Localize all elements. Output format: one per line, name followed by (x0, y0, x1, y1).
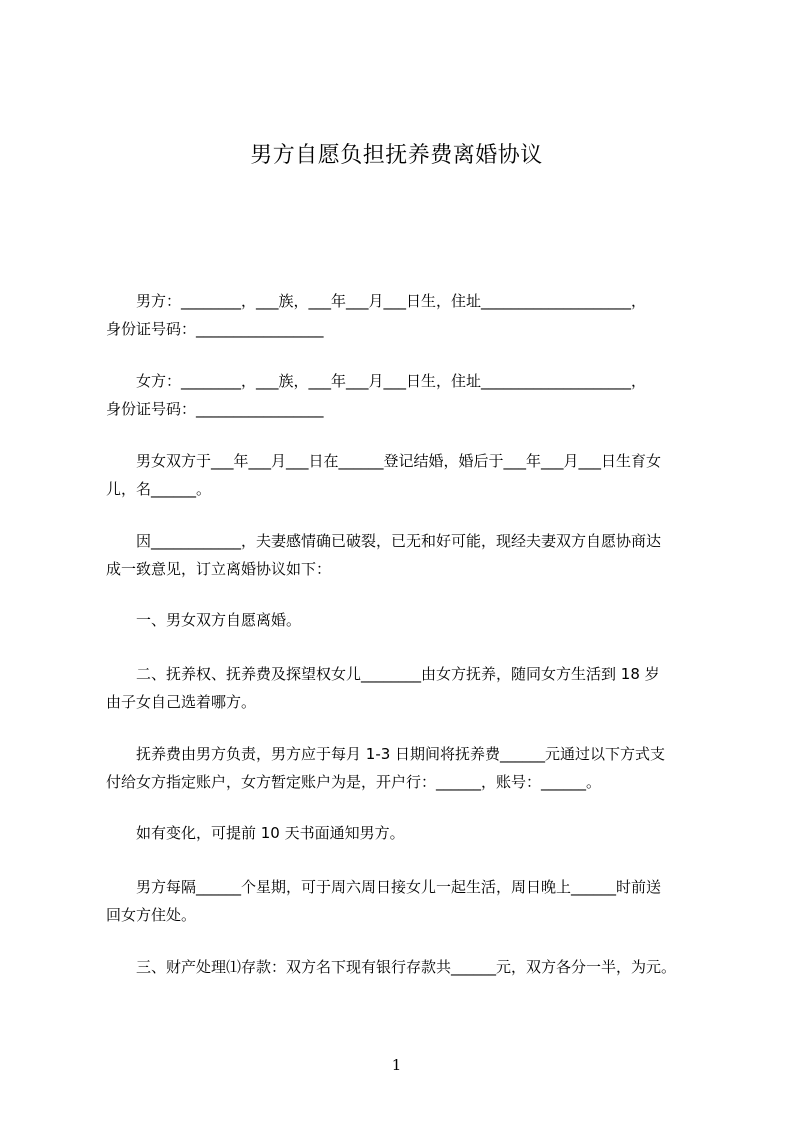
paragraph-line: 抚养费由男方负责，男方应于每月 1-3 日期间将抚养费______元通过以下方式支 (136, 745, 666, 763)
paragraph-line: 男方：________，___族，___年___月___日生，住址____________________， (136, 292, 647, 310)
paragraph-child-support (106, 740, 706, 796)
paragraph-line: 身份证号码：_________________ (106, 400, 324, 418)
clause-1 (106, 606, 706, 634)
paragraph-line: 二、抚养权、抚养费及探望权女儿________由女方抚养，随同女方生活到 18 岁 (136, 665, 660, 683)
paragraph-wife-info (106, 367, 706, 423)
paragraph-visitation (106, 873, 706, 929)
paragraph-change-notice (106, 819, 706, 847)
paragraph-line: 三、财产处理⑴存款：双方名下现有银行存款共______元，双方各分一半，为元。 (136, 958, 677, 976)
clause-2-custody (106, 660, 706, 716)
paragraph-line: 回女方住处。 (106, 906, 197, 924)
paragraph-line: 因____________，夫妻感情确已破裂，已无和好可能，现经夫妻双方自愿协商达 (136, 532, 662, 550)
paragraph-marriage-info (106, 447, 706, 503)
paragraph-line: 男方每隔______个星期，可于周六周日接女儿一起生活，周日晚上______时前送 (136, 878, 662, 896)
page-title: 男方自愿负担抚养费离婚协议 (250, 143, 543, 168)
paragraph-line: 成一致意见，订立离婚协议如下： (106, 560, 332, 578)
page-number: 1 (391, 1056, 402, 1074)
paragraph-husband-info (106, 287, 706, 343)
paragraph-divorce-reason (106, 527, 706, 583)
paragraph-line: 一、男女双方自愿离婚。 (136, 611, 302, 629)
paragraph-line: 儿，名______。 (106, 480, 212, 498)
paragraph-line: 由子女自己选着哪方。 (106, 693, 257, 711)
paragraph-line: 女方：________，___族，___年___月___日生，住址____________________， (136, 372, 647, 390)
paragraph-line: 如有变化，可提前 10 天书面通知男方。 (136, 824, 405, 842)
paragraph-line: 身份证号码：_________________ (106, 320, 324, 338)
clause-3-property (106, 953, 706, 981)
paragraph-line: 男女双方于___年___月___日在______登记结婚，婚后于___年___月___日生育女 (136, 452, 662, 470)
paragraph-line: 付给女方指定账户，女方暂定账户为是，开户行：______，账号：______。 (106, 773, 602, 791)
